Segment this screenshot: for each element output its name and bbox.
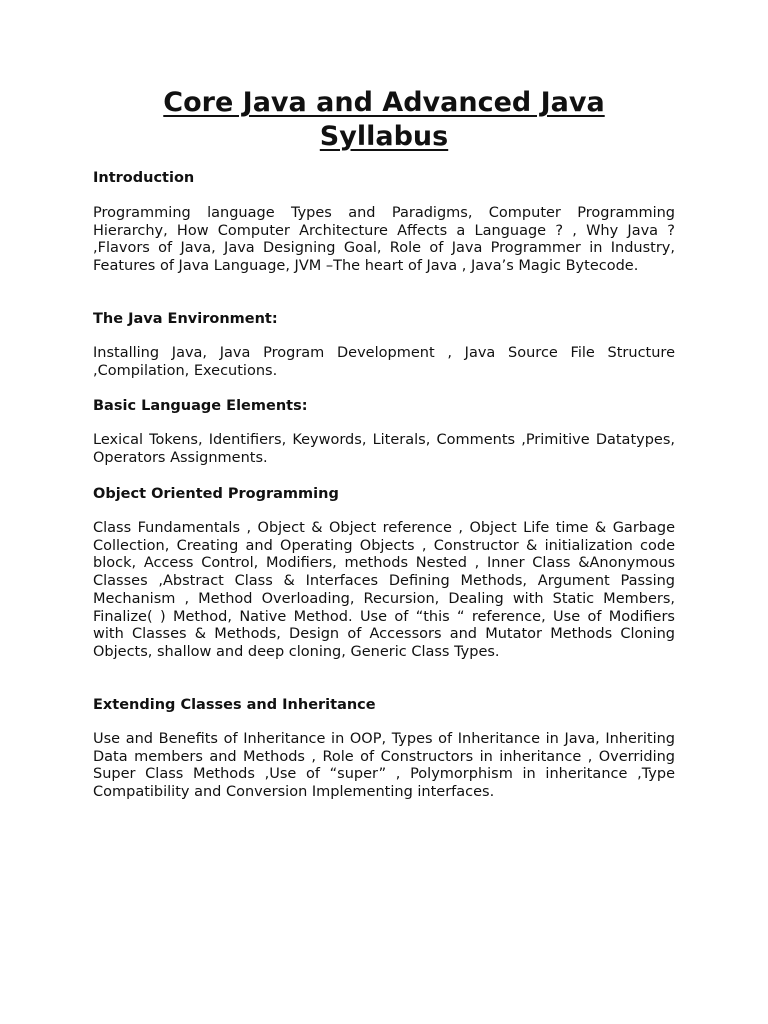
section-body-object-oriented-programming: Class Fundamentals , Object & Object reference , Object Life time & Garbage Collection, Creating and Operating Objects , Constructor & initialization code block, Access Control, Modifiers, methods Nested , Inner Class &Anonymous Classes ,Abstract Class & Interfaces Defining Methods, Argument Passing Mechanism , Method Overloading, Recursion, Dealing with Static Members, Finalize( ) Method, Native Method. Use of “this “ reference, Use of Modifiers with Classes & Methods, Design of Accessors and Mutator Methods Cloning Objects, shallow and deep cloning, Generic Class Types.	[93, 520, 675, 660]
page-title	[93, 86, 675, 154]
section-body-java-environment: Installing Java, Java Program Development , Java Source File Structure ,Compilation, Executions.	[93, 345, 675, 379]
section-heading-introduction: Introduction	[93, 170, 195, 186]
section-body-introduction: Programming language Types and Paradigms, Computer Programming Hierarchy, How Computer Architecture Affects a Language ? , Why Java ? ,Flavors of Java, Java Designing Goal, Role of Java Programmer in Industry, Features of Java Language, JVM –The heart of Java , Java’s Magic Bytecode.	[93, 205, 675, 275]
title-line-1: Core Java and Advanced Java	[163, 87, 605, 118]
section-body-extending-classes: Use and Benefits of Inheritance in OOP, Types of Inheritance in Java, Inheriting Data members and Methods , Role of Constructors in inheritance , Overriding Super Class Methods ,Use of “super” , Polymorphism in inheritance ,Type Compatibility and Conversion Implementing interfaces.	[93, 731, 675, 801]
title-line-2: Syllabus	[319, 121, 449, 152]
section-heading-object-oriented-programming: Object Oriented Programming	[93, 486, 339, 502]
section-heading-java-environment: The Java Environment:	[93, 311, 278, 327]
section-heading-extending-classes: Extending Classes and Inheritance	[93, 697, 376, 713]
section-heading-basic-language-elements: Basic Language Elements:	[93, 398, 308, 414]
section-body-basic-language-elements: Lexical Tokens, Identifiers, Keywords, Literals, Comments ,Primitive Datatypes, Operators Assignments.	[93, 432, 675, 466]
